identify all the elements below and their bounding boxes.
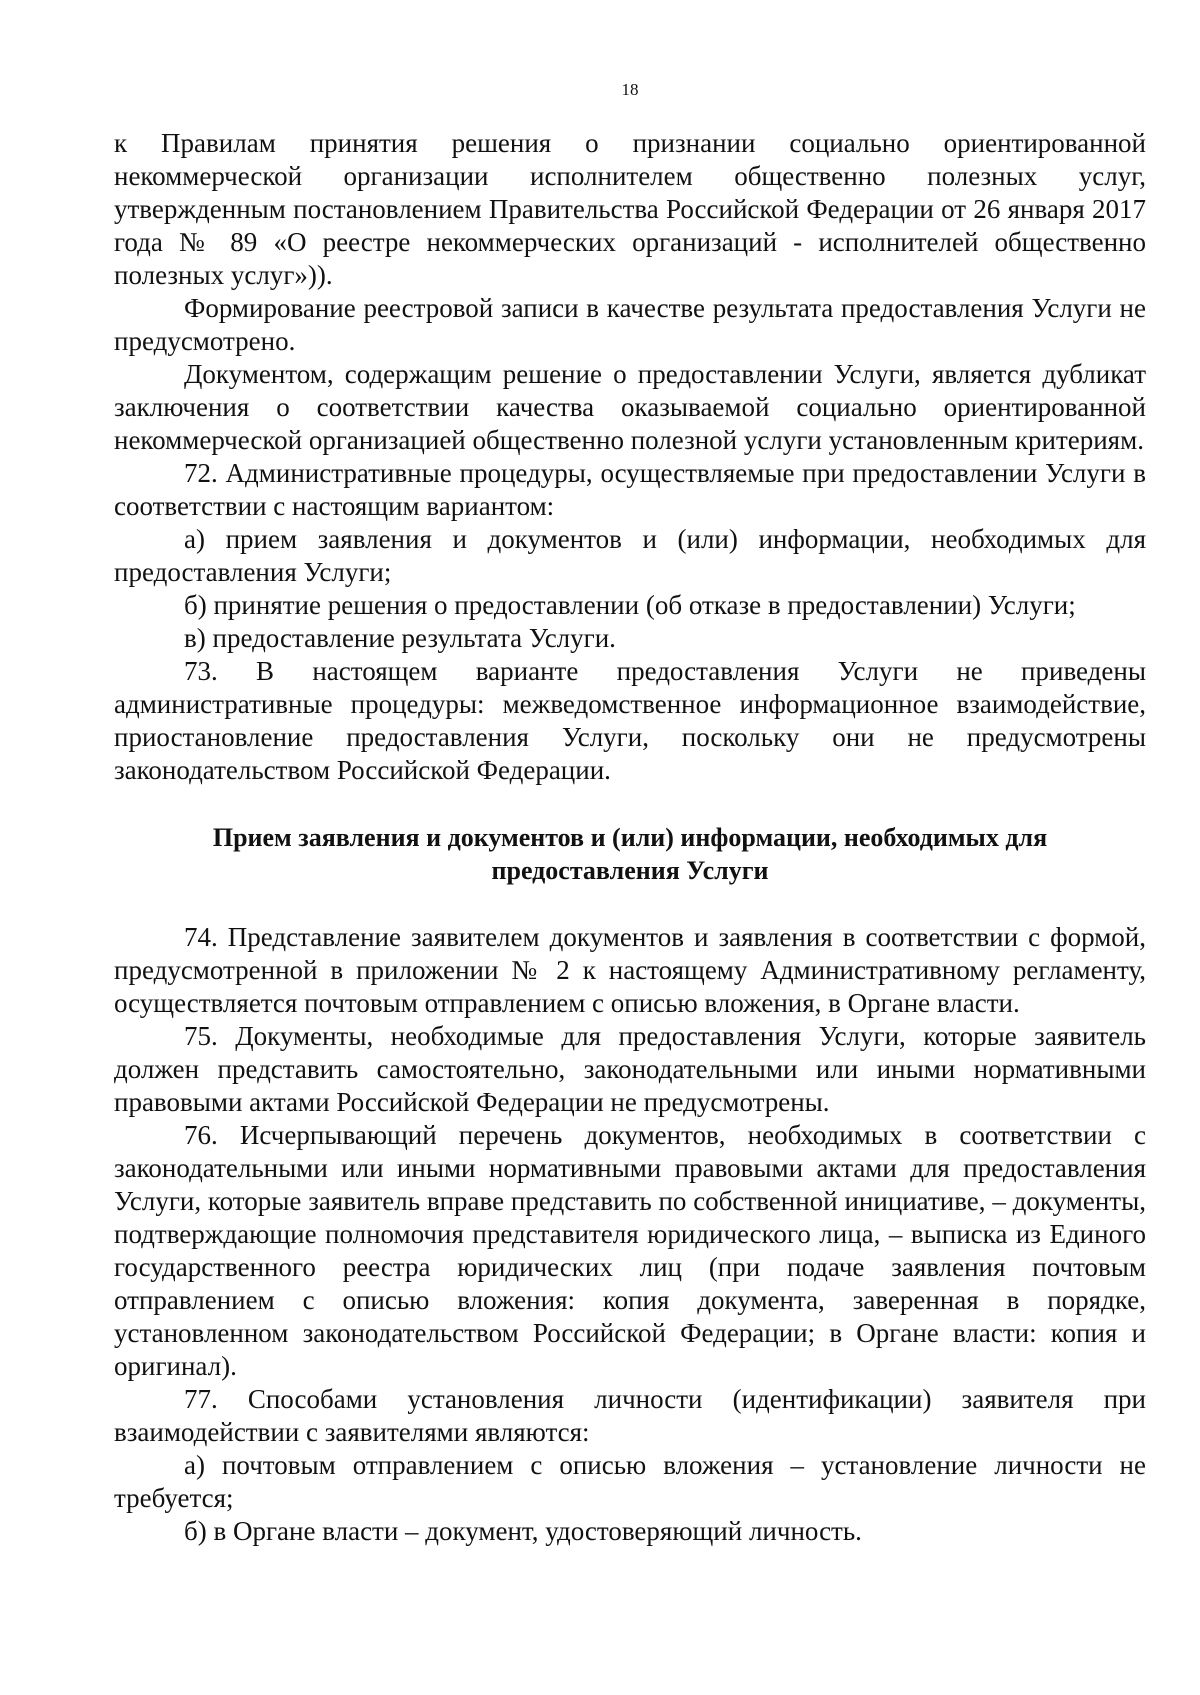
paragraph: 75. Документы, необходимые для предоставления Услуги, которые заявитель должен представить самостоятельно, законодательными или иными нормативными правовыми актами Российской Федерации не предусмотрены. xyxy=(114,1021,1146,1117)
paragraph: Документом, содержащим решение о предоставлении Услуги, является дубликат заключения о соответствии качества оказываемой социально ориентированной некоммерческой организацией общественно полезной услуги установленным критериям. xyxy=(114,359,1146,455)
list-item: а) прием заявления и документов и (или) информации, необходимых для предоставления Услуги; xyxy=(114,524,1146,587)
paragraph: Формирование реестровой записи в качестве результата предоставления Услуги не предусмотрено. xyxy=(114,293,1146,356)
list-item: в) предоставление результата Услуги. xyxy=(184,623,616,653)
list-item: б) принятие решения о предоставлении (об отказе в предоставлении) Услуги; xyxy=(184,590,1076,620)
page-number: 18 xyxy=(621,80,639,99)
document-body xyxy=(114,127,1146,1548)
section-heading: Прием заявления и документов и (или) информации, необходимых для предоставления Услуги xyxy=(212,823,1048,885)
paragraph: 77. Способами установления личности (идентификации) заявителя при взаимодействии с заявителями являются: xyxy=(114,1384,1146,1447)
paragraph: 74. Представление заявителем документов и заявления в соответствии с формой, предусмотренной в приложении № 2 к настоящему Административному регламенту, осуществляется почтовым отправлением с описью вложения, в Органе власти. xyxy=(114,922,1146,1018)
list-item: б) в Органе власти – документ, удостоверяющий личность. xyxy=(184,1516,862,1546)
paragraph: к Правилам принятия решения о признании социально ориентированной некоммерческой организации исполнителем общественно полезных услуг, утвержденным постановлением Правительства Российской Федерации от 26 января 2017 года № 89 «О реестре некоммерческих организаций - исполнителей общественно полезных услуг»)). xyxy=(114,128,1146,290)
paragraph: 76. Исчерпывающий перечень документов, необходимых в соответствии с законодательными или иными нормативными правовыми актами для предоставления Услуги, которые заявитель вправе представить по собственной инициативе, – документы, подтверждающие полномочия представителя юридического лица, – выписка из Единого государственного реестра юридических лиц (при подаче заявления почтовым отправлением с описью вложения: копия документа, заверенная в порядке, установленном законодательством Российской Федерации; в Органе власти: копия и оригинал). xyxy=(114,1120,1146,1381)
paragraph: 73. В настоящем варианте предоставления Услуги не приведены административные процедуры: межведомственное информационное взаимодействие, приостановление предоставления Услуги, поскольку они не предусмотрены законодательством Российской Федерации. xyxy=(114,656,1146,785)
list-item: а) почтовым отправлением с описью вложения – установление личности не требуется; xyxy=(114,1450,1146,1513)
paragraph: 72. Административные процедуры, осуществляемые при предоставлении Услуги в соответствии с настоящим вариантом: xyxy=(114,458,1146,521)
